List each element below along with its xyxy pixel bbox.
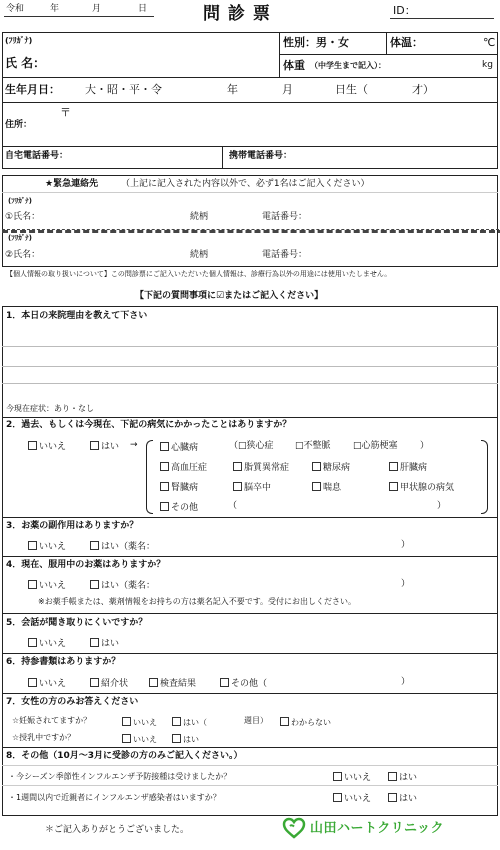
birthdate-month: 月: [282, 83, 293, 96]
q4-yes-checkbox[interactable]: [90, 580, 99, 589]
q2-bracket-left: [146, 440, 153, 514]
weight-note: （中学生まで記入）：: [310, 61, 386, 70]
q8-item2-yes[interactable]: [388, 793, 417, 804]
q7-nursing-yes[interactable]: [172, 734, 199, 744]
q7-unknown-checkbox[interactable]: [280, 717, 289, 726]
q2-disease-hypertension[interactable]: [160, 462, 207, 473]
q5-no-option[interactable]: [28, 638, 66, 649]
q8-item1-yes-checkbox[interactable]: [388, 772, 397, 781]
privacy-note: 【個人情報の取り扱いについて】この問診票にご記入いただいた個人情報は、診療行為以外の用途には使用いたしません。: [6, 270, 392, 278]
temperature-label: 体温：: [390, 36, 423, 49]
emergency-furigana-2: (ﾌﾘｶﾞﾅ): [8, 234, 32, 242]
q2-asthma-checkbox[interactable]: [312, 482, 321, 491]
q2-disease-thyroid[interactable]: [389, 482, 454, 493]
q6-other-field[interactable]: [290, 675, 395, 688]
q7-nursing-no[interactable]: [122, 734, 157, 744]
q5-yes-option[interactable]: [90, 638, 119, 649]
q4-note: ※お薬手帳または、薬剤情報をお持ちの方は薬名記入不要です。受付にお出しください。: [38, 597, 357, 606]
q6-results-checkbox[interactable]: [149, 678, 158, 687]
q2-other-open: （: [228, 501, 238, 511]
q7-pregnant-yes-checkbox[interactable]: [172, 717, 181, 726]
q7-nursing-yes-checkbox[interactable]: [172, 734, 181, 743]
q6-option-none[interactable]: [28, 678, 66, 689]
q2-disease-arrhythmia[interactable]: □不整脈: [295, 441, 331, 451]
q2-kidney-checkbox[interactable]: [160, 482, 169, 491]
id-label: ID：: [393, 4, 416, 17]
q7-nursing-yes-label: はい: [183, 735, 199, 744]
q8-item1-yes-label: はい: [399, 773, 418, 783]
furigana-label: (ﾌﾘｶﾞﾅ): [5, 36, 33, 45]
q4-yes-label: はい（薬名：: [101, 581, 156, 591]
q4-title: 4．現在、服用中のお薬はありますか？: [6, 560, 166, 570]
weight-unit: kg: [482, 60, 493, 70]
q6-referral-label: 紹介状: [101, 679, 129, 689]
name-label: 氏 名：: [5, 56, 46, 70]
emergency-phone-1: 電話番号：: [262, 212, 308, 222]
emergency-relation-1: 続柄: [190, 212, 209, 222]
emergency-note: （上記に記入された内容以外で、必ず1名はご記入ください）: [121, 179, 370, 189]
q2-other-close: ）: [437, 501, 447, 511]
q2-dyslipidemia-label: 脂質異常症: [244, 463, 290, 473]
q7-pregnant-label: ☆妊娠されてますか？: [12, 716, 92, 725]
q2-dyslipidemia-checkbox[interactable]: [233, 462, 242, 471]
q6-title: 6．持参書類はありますか？: [6, 657, 121, 667]
gender-field[interactable]: 性別：男・女: [283, 36, 349, 49]
q5-yes-label: はい: [101, 639, 120, 649]
q2-other-field[interactable]: [240, 499, 430, 512]
q6-results-label: 検査結果: [160, 679, 197, 689]
q2-disease-stroke[interactable]: [233, 482, 271, 493]
q2-disease-asthma[interactable]: [312, 482, 341, 493]
q7-weeks: 週目）: [244, 716, 268, 725]
form-title: 問 診 票: [203, 4, 271, 24]
address-label: 住所：: [5, 120, 33, 130]
q2-yes-label: はい: [101, 442, 120, 452]
emergency-title: ★緊急連絡先: [45, 179, 99, 189]
q2-other-label: その他: [171, 503, 199, 513]
q8-item2-no-label: いいえ: [344, 794, 372, 804]
q8-item1-yes[interactable]: [388, 772, 417, 783]
q5-title: 5．会話が聞き取りにくいですか？: [6, 618, 148, 628]
q4-no-checkbox[interactable]: [28, 580, 37, 589]
q2-asthma-label: 喘息: [323, 483, 342, 493]
q6-none-label: いいえ: [39, 679, 67, 689]
q2-diabetes-label: 糖尿病: [323, 463, 351, 473]
birthdate-year: 年: [227, 83, 238, 96]
q4-no-label: いいえ: [39, 581, 67, 591]
q1-symptom[interactable]: 今現在症状：あり・なし: [6, 404, 94, 413]
q2-kidney-label: 腎臓病: [171, 483, 199, 493]
q2-liver-label: 肝臓病: [400, 463, 428, 473]
q7-title: 7．女性の方のみお答えください: [6, 697, 139, 707]
q2-disease-heart-checkbox[interactable]: [160, 442, 169, 451]
q6-referral-checkbox[interactable]: [90, 678, 99, 687]
q2-bracket-right: [481, 440, 488, 514]
q2-yes-option[interactable]: [90, 441, 119, 452]
thanks-note: ＊ご記入ありがとうございました。: [45, 825, 190, 835]
q2-liver-checkbox[interactable]: [389, 462, 398, 471]
temperature-unit: ℃: [483, 36, 496, 49]
era-label: 令和: [6, 4, 25, 14]
q2-no-checkbox[interactable]: [28, 441, 37, 450]
emergency-phone-2: 電話番号：: [262, 250, 308, 260]
q2-disease-diabetes[interactable]: [312, 462, 350, 473]
q8-title: 8．その他（10月～3月に受診の方のみご記入ください。）: [6, 751, 243, 761]
q7-unknown-label: わからない: [291, 718, 331, 727]
q3-yes-label: はい（薬名：: [101, 542, 156, 552]
q8-item2-yes-label: はい: [399, 794, 418, 804]
emergency-furigana-1: (ﾌﾘｶﾞﾅ): [8, 197, 32, 205]
weight-label: 体重: [283, 59, 305, 72]
q5-no-checkbox[interactable]: [28, 638, 37, 647]
q4-no-option[interactable]: [28, 580, 66, 591]
name-field[interactable]: [70, 40, 275, 74]
birthdate-era[interactable]: 大・昭・平・令: [85, 83, 162, 96]
emergency-relation-2: 続柄: [190, 250, 209, 260]
q2-disease-heart[interactable]: [160, 442, 198, 453]
q2-hypertension-label: 高血圧症: [171, 463, 208, 473]
instruction: 【下記の質問事項に☑またはご記入ください】: [135, 291, 324, 301]
q6-option-other[interactable]: [220, 678, 267, 689]
q8-item1-no-label: いいえ: [344, 773, 372, 783]
q2-stroke-label: 脳卒中: [244, 483, 272, 493]
q2-yes-checkbox[interactable]: [90, 441, 99, 450]
q5-yes-checkbox[interactable]: [90, 638, 99, 647]
q3-no-label: いいえ: [39, 542, 67, 552]
q2-disease-kidney[interactable]: [160, 482, 198, 493]
emergency-name-1: ①氏名：: [5, 212, 41, 222]
q7-nursing-no-checkbox[interactable]: [122, 734, 131, 743]
q6-none-checkbox[interactable]: [28, 678, 37, 687]
q8-item1-no-checkbox[interactable]: [333, 772, 342, 781]
q3-yes-checkbox[interactable]: [90, 541, 99, 550]
home-phone-label: 自宅電話番号：: [5, 151, 69, 161]
postal-mark: 〒: [60, 106, 71, 119]
q5-no-label: いいえ: [39, 639, 67, 649]
q7-pregnant-yes-label: はい（: [183, 718, 207, 727]
q1-title: 1．本日の来院理由を教えて下さい: [6, 311, 148, 321]
q7-pregnant-no-label: いいえ: [133, 718, 157, 727]
q6-other-label: その他（: [231, 679, 268, 689]
q7-pregnant-yes[interactable]: [172, 717, 207, 727]
q6-option-results[interactable]: [149, 678, 196, 689]
q7-pregnant-no[interactable]: [122, 717, 157, 727]
birthdate-day: 日生（: [335, 83, 368, 96]
q2-close-paren: ）: [420, 441, 430, 451]
q2-disease-heart-label: 心臓病: [171, 443, 199, 453]
q2-thyroid-checkbox[interactable]: [389, 482, 398, 491]
q3-no-checkbox[interactable]: [28, 541, 37, 550]
q6-option-referral[interactable]: [90, 678, 128, 689]
address-field[interactable]: [45, 104, 493, 144]
q2-no-option[interactable]: [28, 441, 66, 452]
q2-disease-liver[interactable]: [389, 462, 427, 473]
q7-nursing-label: ☆授乳中ですか？: [12, 733, 76, 742]
q4-drug-field[interactable]: [170, 577, 395, 590]
month-label: 月: [92, 4, 102, 14]
q2-no-label: いいえ: [39, 442, 67, 452]
q2-hypertension-checkbox[interactable]: [160, 462, 169, 471]
q2-disease-dyslipidemia[interactable]: [233, 462, 289, 473]
q8-item1-no[interactable]: [333, 772, 371, 783]
q8-item2-yes-checkbox[interactable]: [388, 793, 397, 802]
year-label: 年: [50, 4, 60, 14]
q2-other-checkbox[interactable]: [160, 502, 169, 511]
q2-diabetes-checkbox[interactable]: [312, 462, 321, 471]
q4-close: ）: [401, 579, 411, 589]
age-label: 才）: [412, 83, 434, 96]
q8-item1: ・今シーズン季節性インフルエンザ予防接種は受けましたか？: [8, 772, 232, 781]
mobile-phone-label: 携帯電話番号：: [229, 151, 293, 161]
q7-pregnant-no-checkbox[interactable]: [122, 717, 131, 726]
clinic-logo-icon: [282, 816, 306, 840]
q1-reason-field[interactable]: [4, 325, 494, 395]
q3-close: ）: [401, 540, 411, 550]
q2-disease-mi[interactable]: □心筋梗塞: [353, 441, 398, 451]
birthdate-label: 生年月日：: [5, 83, 60, 96]
q6-close: ）: [401, 677, 411, 687]
q7-unknown[interactable]: [280, 717, 331, 727]
q2-disease-angina[interactable]: （□狭心症: [229, 441, 274, 451]
q2-stroke-checkbox[interactable]: [233, 482, 242, 491]
q2-arrow: →: [130, 440, 138, 450]
day-label: 日: [138, 4, 148, 14]
q2-disease-other[interactable]: [160, 502, 198, 513]
q2-thyroid-label: 甲状腺の病気: [400, 483, 455, 493]
emergency-name-2: ②氏名：: [5, 250, 41, 260]
q8-item2-no[interactable]: [333, 793, 371, 804]
q6-other-checkbox[interactable]: [220, 678, 229, 687]
q3-drug-field[interactable]: [170, 538, 395, 551]
q2-title: 2．過去、もしくは今現在、下記の病気にかかったことはありますか？: [6, 420, 292, 430]
q8-item2: ・1週間以内で近親者にインフルエンザ感染者はいますか？: [8, 793, 221, 802]
q3-title: 3．お薬の副作用はありますか？: [6, 521, 139, 531]
q7-nursing-no-label: いいえ: [133, 735, 157, 744]
q3-no-option[interactable]: [28, 541, 66, 552]
q3-yes-option[interactable]: [90, 541, 155, 552]
clinic-name: 山田ハートクリニック: [310, 821, 444, 836]
q4-yes-option[interactable]: [90, 580, 155, 591]
q8-item2-no-checkbox[interactable]: [333, 793, 342, 802]
